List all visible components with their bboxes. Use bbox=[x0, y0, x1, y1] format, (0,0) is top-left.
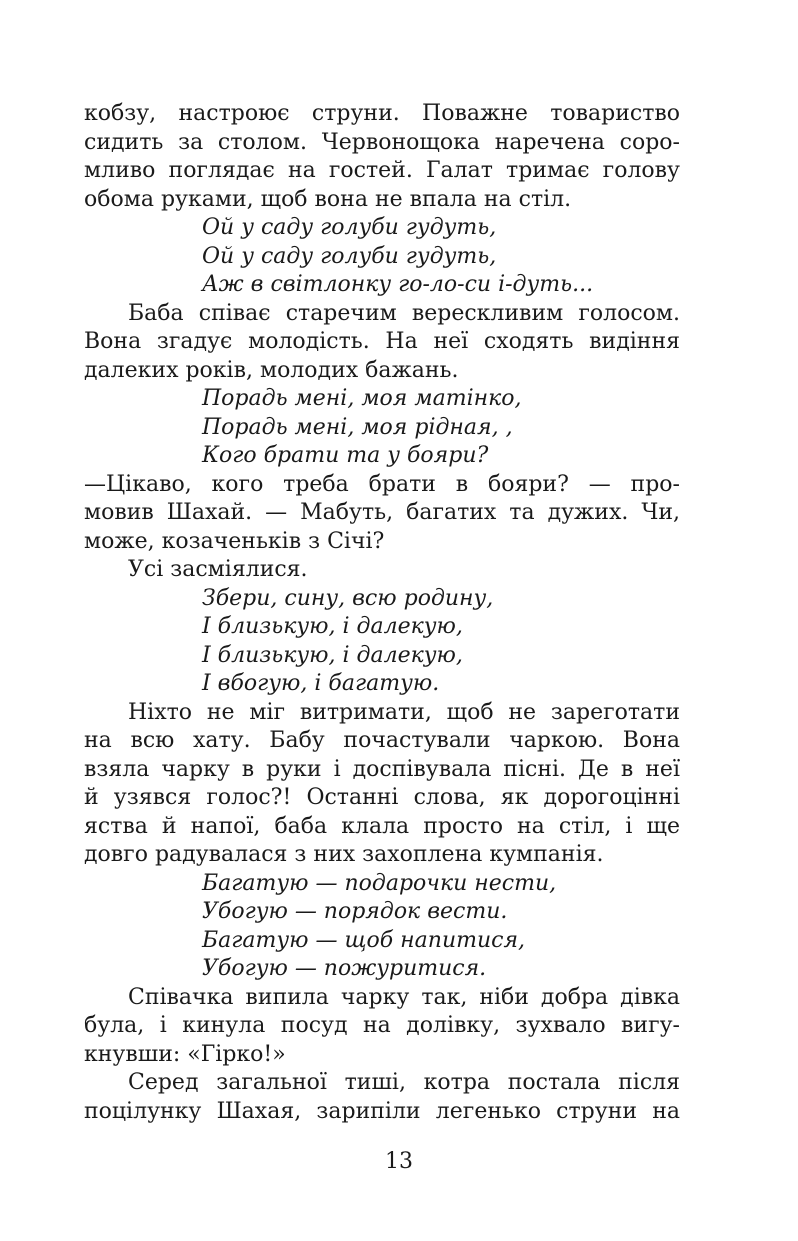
verse-line: Порадь мені, моя рідная, , bbox=[202, 414, 513, 440]
verse-line: Убогую — порядок вести. bbox=[202, 899, 508, 924]
prose-line: мовив Шахай. — Мабуть, багатих та дужих. Чи, bbox=[84, 500, 680, 525]
prose-line: обома руками, щоб вона не впала на стіл. bbox=[84, 186, 572, 212]
prose-line: сидить за столом. Червонощока наречена соро- bbox=[84, 129, 680, 155]
prose-line: Вона згадує молодість. На неї сходять видіння bbox=[84, 329, 680, 354]
verse-line: І вбогую, і багатую. bbox=[202, 671, 440, 696]
prose-line: Баба співає старечим верескливим голосом. bbox=[128, 300, 680, 326]
prose-line: поцілунку Шахая, зарипіли легенько струни на bbox=[84, 1098, 680, 1124]
prose-line: й узявся голос?! Останні слова, як дорогоцінні bbox=[84, 785, 680, 810]
prose-line: була, і кинула посуд на долівку, зухвало вигу- bbox=[84, 1013, 680, 1038]
prose-line: —Цікаво, кого треба брати в бояри? — про- bbox=[84, 471, 680, 497]
prose-line: Усі засміялися. bbox=[128, 557, 308, 582]
verse-line: Багатую — подарочки нести, bbox=[202, 870, 557, 896]
prose-line: кобзу, настроює струни. Поважне товариство bbox=[84, 101, 680, 126]
verse-line: Кого брати та у бояри? bbox=[202, 443, 489, 468]
prose-line: Серед загальної тиші, котра постала після bbox=[128, 1070, 680, 1095]
verse-line: Убогую — пожуритися. bbox=[202, 956, 487, 981]
verse-line: Ой у саду голуби гудуть, bbox=[202, 243, 497, 269]
prose-line: кнувши: «Гірко!» bbox=[84, 1041, 286, 1067]
prose-line: Співачка випила чарку так, ніби добра дівка bbox=[128, 984, 680, 1010]
verse-line: Порадь мені, моя матінко, bbox=[202, 386, 522, 411]
verse-line: І близькую, і далекую, bbox=[202, 642, 463, 668]
verse-line: Багатую — щоб напитися, bbox=[202, 927, 526, 953]
page-number: 13 bbox=[385, 1149, 413, 1174]
prose-line: взяла чарку в руки і доспівувала пісні. Де в неї bbox=[84, 756, 680, 782]
book-page-text bbox=[84, 100, 680, 1126]
prose-line: довго радувалася з них захоплена кумпанія. bbox=[84, 842, 604, 867]
prose-line: на всю хату. Бабу почастували чаркою. Вона bbox=[84, 728, 680, 753]
prose-line: може, козаченьків з Січі? bbox=[84, 528, 385, 554]
verse-line: Ой у саду голуби гудуть, bbox=[202, 215, 497, 240]
verse-line: Збери, сину, всю родину, bbox=[202, 585, 494, 611]
verse-line: Аж в світлонку го-ло-си і-дуть... bbox=[202, 272, 594, 297]
prose-line: яства й напої, баба клала просто на стіл, і ще bbox=[84, 813, 680, 839]
verse-line: І близькую, і далекую, bbox=[202, 614, 463, 639]
prose-line: Ніхто не міг витримати, щоб не зареготати bbox=[128, 699, 680, 725]
prose-line: далеких років, молодих бажань. bbox=[84, 357, 459, 383]
prose-line: мливо поглядає на гостей. Галат тримає голову bbox=[84, 158, 680, 183]
